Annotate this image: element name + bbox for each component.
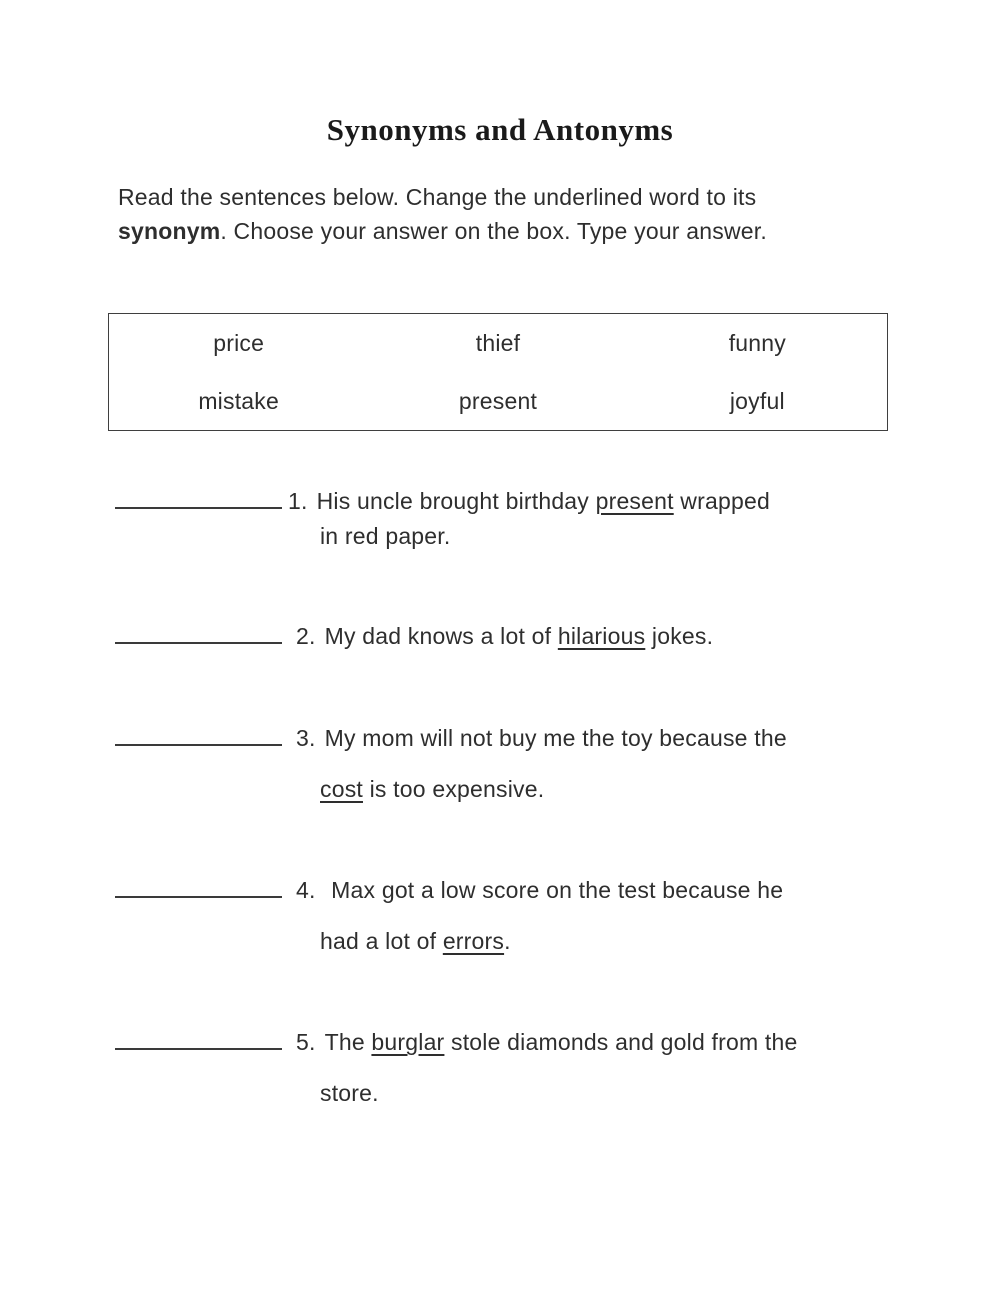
question-3-line1	[115, 723, 995, 753]
question-2-text-pre: My dad knows a lot of	[324, 623, 558, 649]
question-3-line2	[320, 774, 995, 804]
question-2	[115, 621, 995, 651]
question-3-text: My mom will not buy me the toy because the	[324, 725, 787, 751]
question-5-number: 5.	[296, 1029, 316, 1055]
answer-blank-1[interactable]	[115, 489, 282, 509]
page-title: Synonyms and Antonyms	[326, 112, 674, 147]
question-5-line1	[115, 1027, 995, 1057]
word-bank-item-mistake: mistake	[198, 387, 279, 414]
question-3-line2-post: is too expensive.	[362, 776, 545, 802]
question-4-underlined-word: errors	[442, 928, 505, 954]
instructions-line1: Read the sentences below. Change the underlined word to its	[118, 184, 757, 210]
question-4-text: Max got a low score on the test because he	[324, 877, 784, 903]
question-4-line2-pre: had a lot of	[320, 928, 443, 954]
word-bank-item-funny: funny	[728, 329, 786, 356]
question-4-line2	[320, 926, 995, 956]
question-5	[115, 1027, 995, 1108]
word-bank-item-thief: thief	[475, 329, 521, 356]
question-4-line1	[115, 875, 995, 905]
answer-blank-3[interactable]	[115, 726, 282, 746]
question-2-text-post: jokes.	[645, 623, 714, 649]
instructions-bold-word: synonym	[118, 218, 221, 244]
answer-blank-5[interactable]	[115, 1030, 282, 1050]
question-4-line2-post: .	[504, 928, 511, 954]
answer-blank-4[interactable]	[115, 878, 282, 898]
word-bank-box	[108, 313, 888, 431]
question-2-number: 2.	[296, 623, 316, 649]
question-4-number: 4.	[296, 877, 316, 903]
instructions-after-bold: . Choose your answer on the box. Type your answer.	[220, 218, 767, 244]
question-3	[115, 723, 995, 804]
question-1-underlined-word: present	[595, 488, 674, 514]
word-bank-item-price: price	[213, 329, 265, 356]
instructions	[118, 180, 898, 248]
word-bank-item-joyful: joyful	[729, 387, 785, 414]
question-2-line1	[115, 621, 995, 651]
question-1	[115, 486, 995, 551]
question-1-text-pre: His uncle brought birthday	[316, 488, 596, 514]
question-5-text-post: stole diamonds and gold from the	[444, 1029, 798, 1055]
question-3-number: 3.	[296, 725, 316, 751]
question-1-number: 1.	[288, 488, 308, 514]
answer-blank-2[interactable]	[115, 624, 282, 644]
question-3-underlined-word: cost	[320, 776, 363, 802]
word-bank-item-present: present	[458, 387, 538, 414]
question-1-line1	[115, 486, 995, 516]
question-5-text-pre: The	[324, 1029, 372, 1055]
question-5-line2: store.	[320, 1080, 379, 1106]
question-5-underlined-word: burglar	[371, 1029, 445, 1055]
question-4	[115, 875, 995, 956]
question-1-text-post: wrapped	[673, 488, 770, 514]
question-1-line2: in red paper.	[320, 523, 451, 549]
question-2-underlined-word: hilarious	[557, 623, 646, 649]
